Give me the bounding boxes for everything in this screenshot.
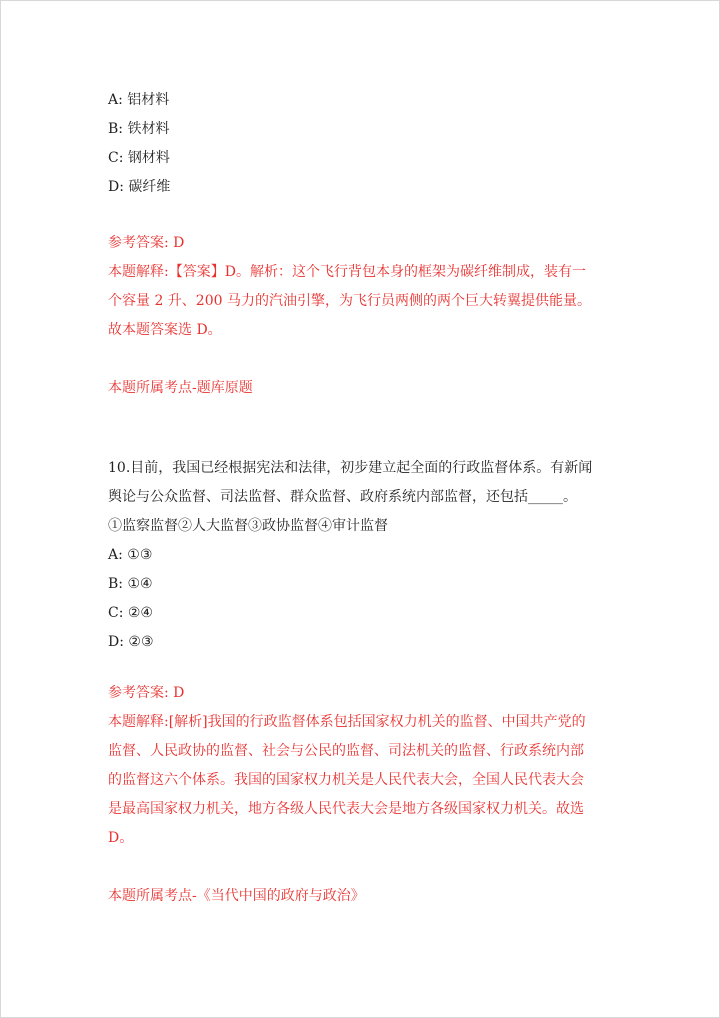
option-b: B: 铁材料 bbox=[108, 121, 170, 137]
explanation-line: 监督、人民政协的监督、社会与公民的监督、司法机关的监督、行政系统内部 bbox=[108, 743, 584, 759]
explanation-line: 个容量 2 升、200 马力的汽油引擎，为飞行员两侧的两个巨大转翼提供能量。 bbox=[108, 293, 591, 309]
question-stem-line: 10.目前，我国已经根据宪法和法律，初步建立起全面的行政监督体系。有新闻 bbox=[108, 460, 593, 476]
option-c: C: 钢材料 bbox=[108, 150, 170, 166]
topic-label: 本题所属考点-题库原题 bbox=[108, 380, 253, 396]
question-9-answer-section bbox=[108, 229, 618, 403]
topic-label: 本题所属考点-《当代中国的政府与政治》 bbox=[108, 888, 365, 904]
question-10 bbox=[108, 454, 618, 657]
question-9-options bbox=[108, 86, 618, 202]
option-d: D: ②③ bbox=[108, 634, 154, 650]
explanation-line: 本题解释:【答案】D。解析：这个飞行背包本身的框架为碳纤维制成，装有一 bbox=[108, 264, 586, 280]
explanation-line: 本题解释:[解析]我国的行政监督体系包括国家权力机关的监督、中国共产党的 bbox=[108, 714, 586, 730]
question-stem-line: ①监察监督②人大监督③政协监督④审计监督 bbox=[108, 518, 388, 534]
explanation-line: D。 bbox=[108, 830, 134, 846]
explanation-line: 的监督这六个体系。我国的国家权力机关是人民代表大会，全国人民代表大会 bbox=[108, 772, 584, 788]
answer-label: 参考答案: D bbox=[108, 235, 185, 251]
option-b: B: ①④ bbox=[108, 576, 153, 592]
question-stem-line: 舆论与公众监督、司法监督、群众监督、政府系统内部监督，还包括_____。 bbox=[108, 489, 577, 505]
explanation-line: 是最高国家权力机关，地方各级人民代表大会是地方各级国家权力机关。故选 bbox=[108, 801, 584, 817]
option-a: A: 铝材料 bbox=[108, 92, 170, 108]
option-a: A: ①③ bbox=[108, 547, 153, 563]
explanation-line: 故本题答案选 D。 bbox=[108, 322, 222, 338]
answer-label: 参考答案: D bbox=[108, 685, 185, 701]
question-10-answer-section bbox=[108, 679, 618, 911]
option-d: D: 碳纤维 bbox=[108, 179, 171, 195]
option-c: C: ②④ bbox=[108, 605, 153, 621]
